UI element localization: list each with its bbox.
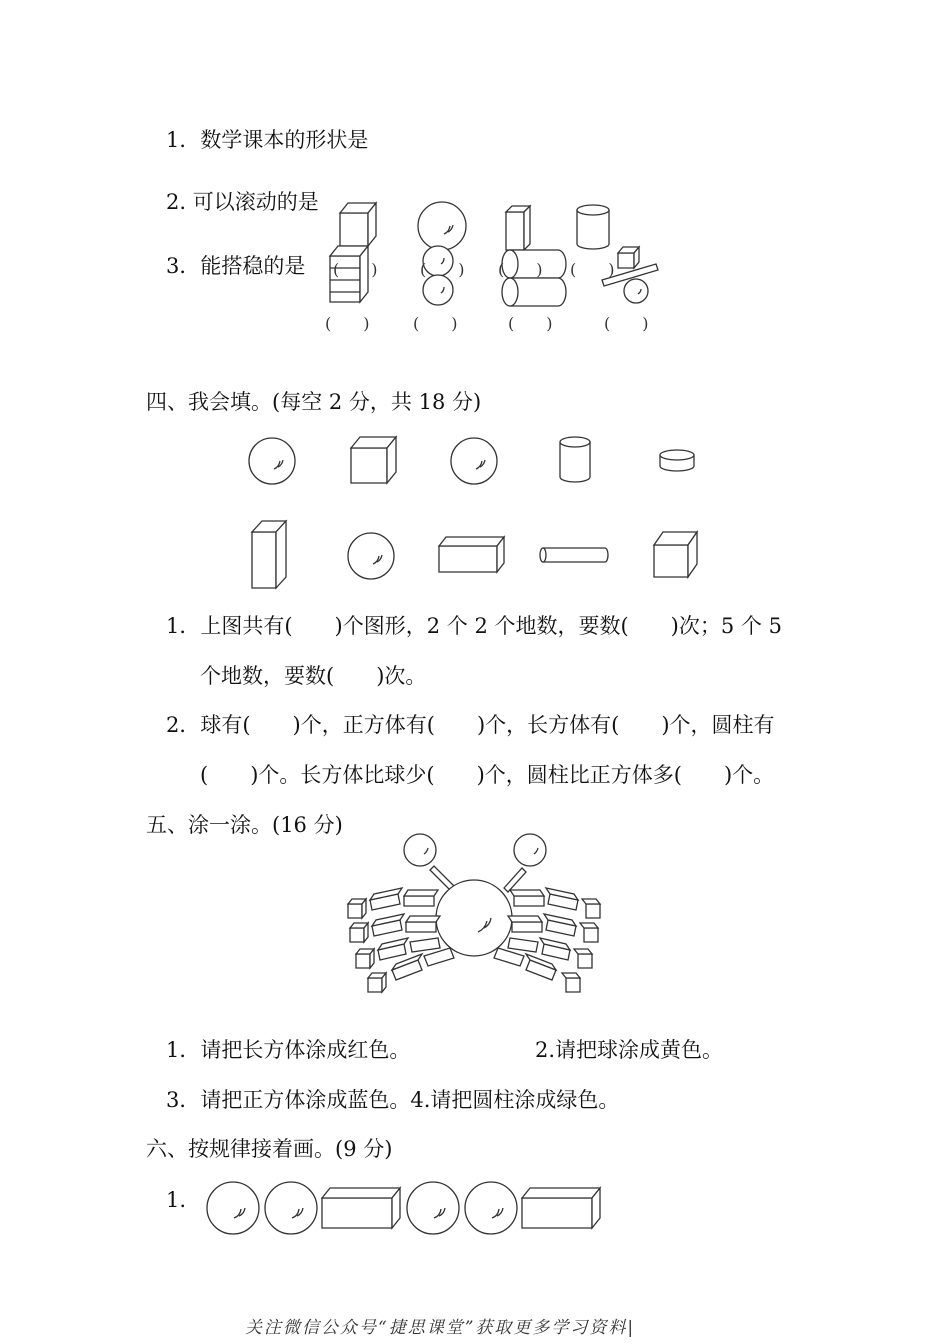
question-3-1: 1．数学课本的形状是 [166, 128, 369, 152]
sphere-icon [348, 533, 394, 579]
antenna-left [404, 834, 454, 890]
cuboid-icon [439, 537, 504, 572]
question-3-2: 2. 可以滚动的是 [166, 190, 319, 214]
disc-cylinder-icon [660, 450, 694, 471]
cube-icon [654, 532, 697, 577]
crab-shapes-figure [342, 830, 612, 1010]
footer-note: 关注微信公众号“捷思课堂”获取更多学习资料| [245, 1318, 636, 1338]
answer-blank[interactable]: ( ) [325, 314, 370, 333]
question-4-2-line2: ( )个。长方体比球少( )个，圆柱比正方体多( )个。 [200, 763, 775, 787]
answer-blank[interactable]: ( ) [420, 260, 465, 279]
shapes-row-1 [240, 433, 720, 493]
cube-icon [351, 437, 396, 483]
cylinder-icon [560, 437, 590, 482]
sphere-icon [265, 1182, 317, 1234]
answer-blank[interactable]: ( ) [604, 314, 649, 333]
pattern-sequence [202, 1180, 602, 1240]
cuboid-icon [322, 1188, 400, 1228]
instruction-5-3: 3．请把正方体涂成蓝色。4.请把圆柱涂成绿色。 [166, 1088, 620, 1112]
right-legs [494, 888, 600, 992]
question-4-1-line2: 个地数，要数( )次。 [200, 664, 427, 688]
question-4-1-line1: 1．上图共有( )个图形，2 个 2 个地数，要数( )次；5 个 5 [166, 614, 782, 638]
section-5-heading: 五、涂一涂。(16 分) [146, 813, 343, 837]
answer-blank[interactable]: ( ) [333, 260, 378, 279]
shapes-row-2 [240, 518, 720, 590]
small-cube-icon [618, 247, 639, 268]
sphere-body-icon [436, 880, 512, 956]
antenna-right [504, 834, 546, 892]
question-4-2-line1: 2．球有( )个，正方体有( )个，长方体有( )个，圆柱有 [166, 713, 775, 737]
cylinder-icon [577, 205, 609, 249]
question-6-1-label: 1. [166, 1188, 187, 1212]
cuboid-icon [252, 521, 286, 588]
instruction-5-2: 2.请把球涂成黄色。 [535, 1038, 724, 1062]
sphere-icon [407, 1182, 459, 1234]
sphere-icon [465, 1182, 517, 1234]
left-legs [348, 888, 454, 992]
question-3-3: 3．能搭稳的是 [166, 254, 306, 278]
sphere-icon [418, 202, 466, 250]
ball-icon [624, 279, 648, 303]
answer-blank[interactable]: ( ) [570, 260, 615, 279]
sphere-icon [207, 1182, 259, 1234]
cuboid-icon [522, 1188, 600, 1228]
section-6-heading: 六、按规律接着画。(9 分) [146, 1137, 393, 1161]
rod-cylinder-icon [540, 548, 608, 562]
answer-blank[interactable]: ( ) [508, 314, 553, 333]
section-4-heading: 四、我会填。(每空 2 分，共 18 分) [146, 390, 482, 414]
sphere-icon [451, 438, 497, 484]
instruction-5-1: 1．请把长方体涂成红色。 [166, 1038, 411, 1062]
answer-blank[interactable]: ( ) [498, 260, 543, 279]
answer-blank[interactable]: ( ) [413, 314, 458, 333]
cuboid-icon [506, 206, 530, 250]
sphere-icon [249, 438, 295, 484]
cube-icon [340, 203, 376, 246]
